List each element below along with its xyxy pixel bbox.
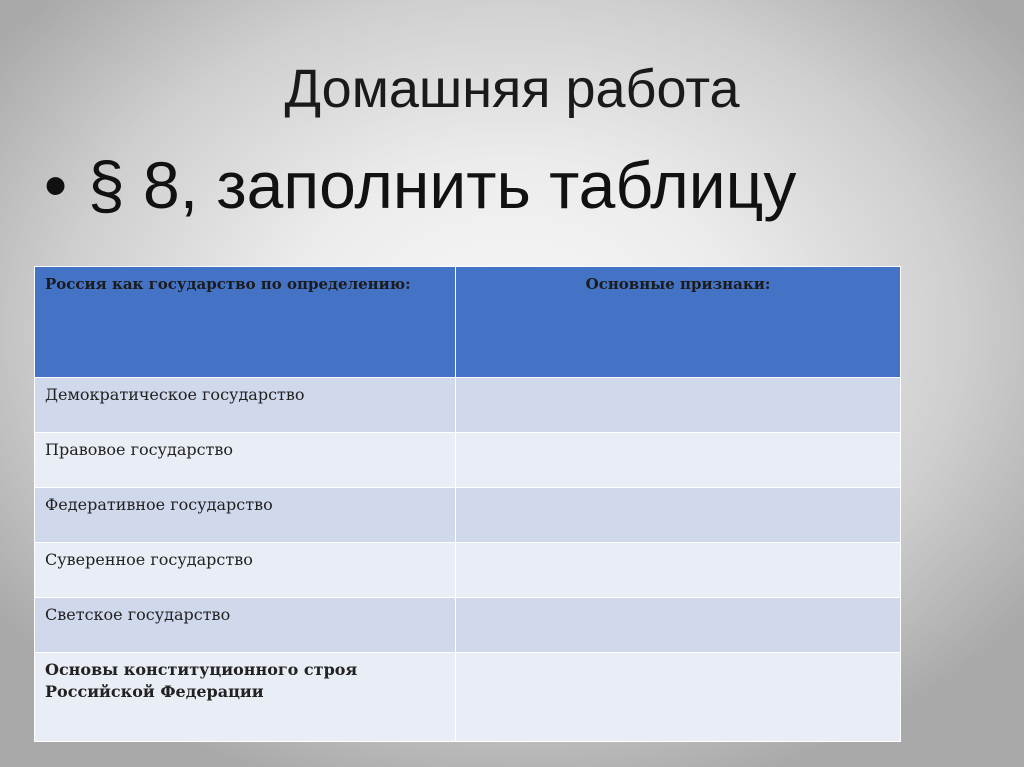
table-row: [35, 598, 901, 653]
row-value-cell[interactable]: [456, 598, 901, 653]
row-value-cell[interactable]: [456, 653, 901, 742]
task-text: § 8, заполнить таблицу: [88, 148, 797, 222]
homework-table: [34, 266, 901, 742]
row-label: Суверенное государство: [35, 543, 456, 598]
table-row: [35, 378, 901, 433]
table-row: [35, 433, 901, 488]
row-value-cell[interactable]: [456, 433, 901, 488]
table-row: [35, 653, 901, 742]
row-value-cell[interactable]: [456, 488, 901, 543]
row-label: Основы конституционного строя Российской Федерации: [35, 653, 456, 742]
row-value-cell[interactable]: [456, 543, 901, 598]
table-header-row: [35, 267, 901, 378]
row-value-cell[interactable]: [456, 378, 901, 433]
row-label: Светское государство: [35, 598, 456, 653]
task-line: [44, 148, 797, 222]
row-label: Демократическое государство: [35, 378, 456, 433]
header-cell-features: Основные признаки:: [456, 267, 901, 378]
slide-title: Домашняя работа: [284, 59, 740, 119]
header-cell-definition: Россия как государство по определению:: [35, 267, 456, 378]
row-label: Федеративное государство: [35, 488, 456, 543]
bullet-icon: •: [44, 148, 68, 222]
table-row: [35, 488, 901, 543]
table-row: [35, 543, 901, 598]
row-label: Правовое государство: [35, 433, 456, 488]
